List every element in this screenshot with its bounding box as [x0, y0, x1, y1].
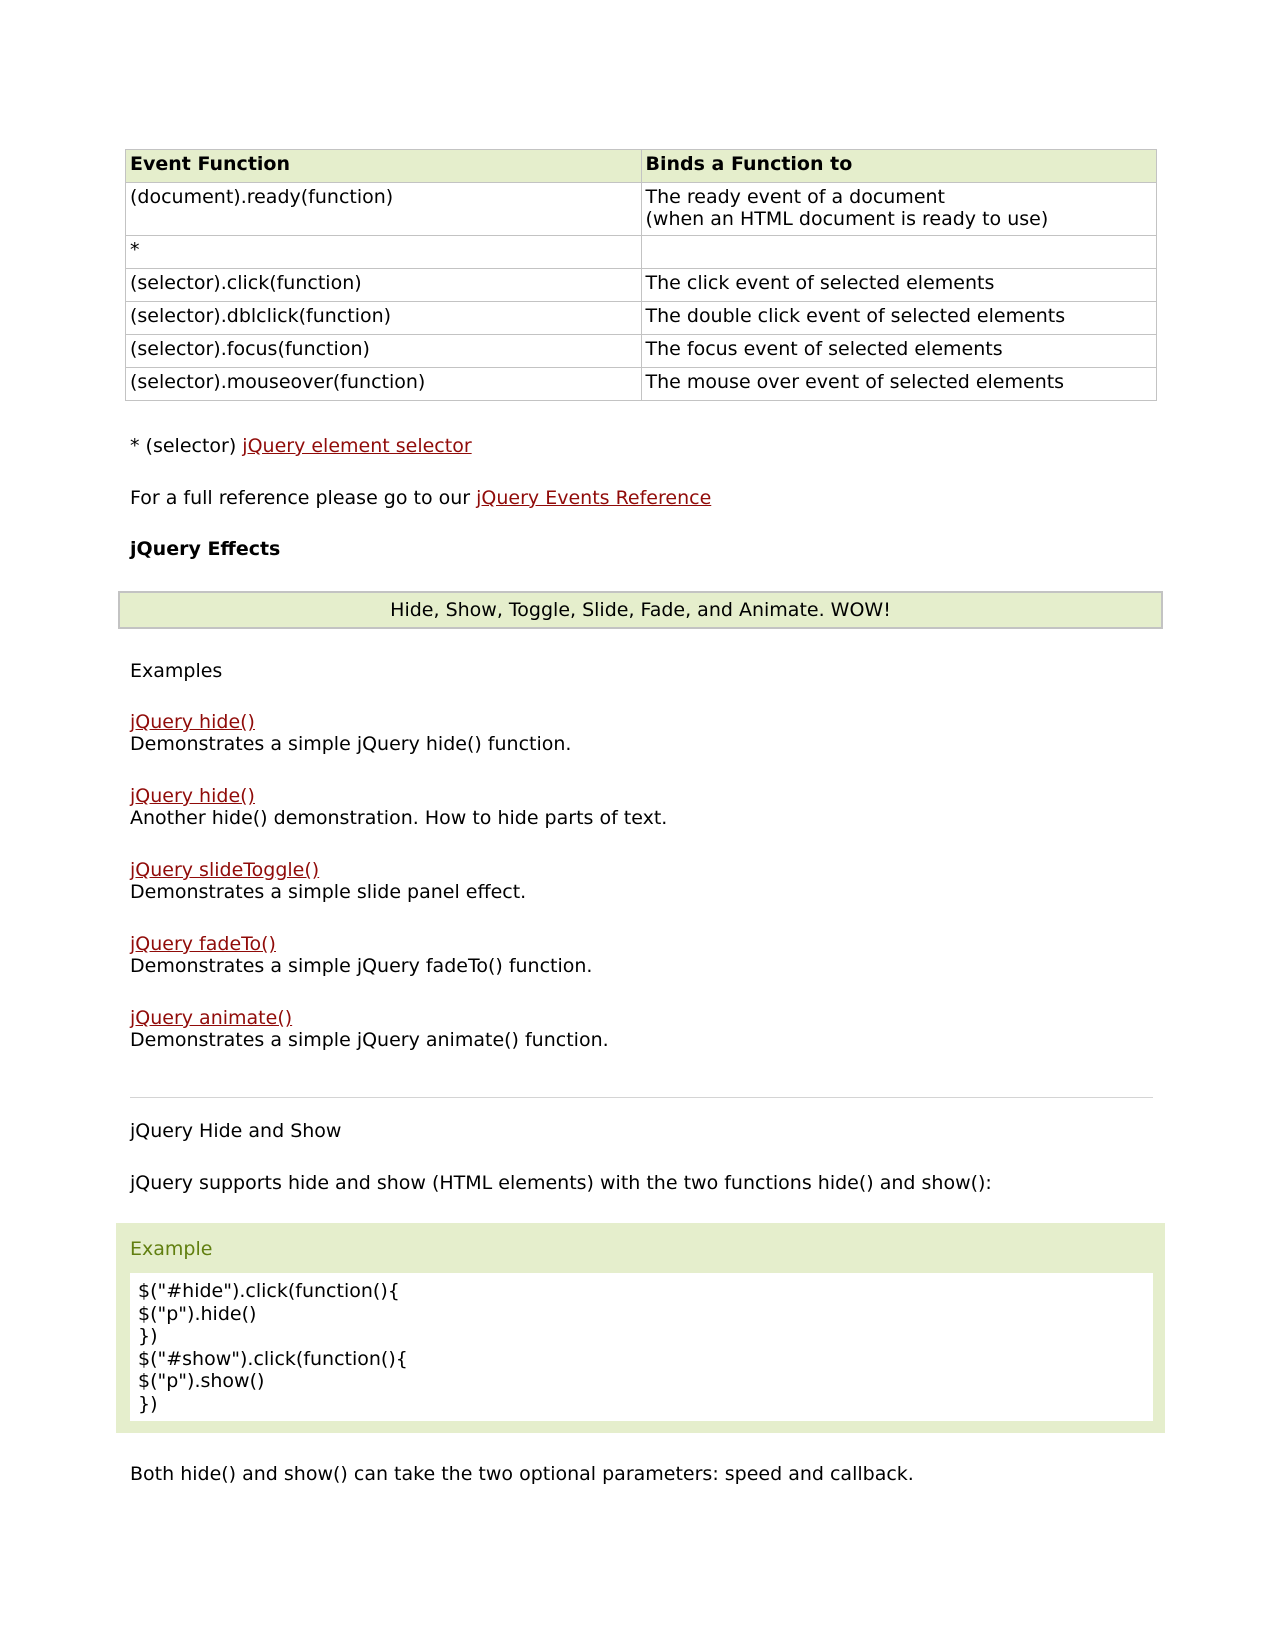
selector-note	[130, 434, 472, 458]
table-row	[126, 269, 1157, 302]
section-divider	[130, 1097, 1153, 1098]
list-item	[130, 933, 592, 977]
code-box	[130, 1273, 1153, 1421]
example-title: Example	[130, 1238, 213, 1260]
example-link-fadeto[interactable]: jQuery fadeTo()	[130, 933, 276, 955]
list-item	[130, 859, 526, 903]
binds-to-cell	[641, 236, 1157, 269]
example-code-block	[116, 1223, 1165, 1433]
table-row	[126, 368, 1157, 401]
binds-to-cell: The click event of selected elements	[641, 269, 1157, 302]
binds-to-cell: The mouse over event of selected elements	[641, 368, 1157, 401]
code-line: $("p").hide()	[138, 1302, 257, 1325]
list-item	[130, 1007, 609, 1051]
jquery-element-selector-link[interactable]: jQuery element selector	[242, 435, 472, 457]
example-link-hide[interactable]: jQuery hide()	[130, 711, 255, 733]
example-description: Demonstrates a simple jQuery hide() function.	[130, 733, 572, 755]
example-link-hide-2[interactable]: jQuery hide()	[130, 785, 255, 807]
binds-to-line: (when an HTML document is ready to use)	[645, 208, 1049, 230]
code-line: $("p").show()	[138, 1370, 265, 1392]
code-line: })	[138, 1392, 158, 1415]
example-link-animate[interactable]: jQuery animate()	[130, 1007, 293, 1029]
column-header-event-function: Event Function	[126, 150, 642, 183]
hide-show-heading: jQuery Hide and Show	[130, 1120, 342, 1142]
code-line: $("#show").click(function(){	[138, 1347, 408, 1370]
event-function-cell: *	[126, 236, 642, 269]
reference-note-text: For a full reference please go to our	[130, 487, 477, 509]
table-row	[126, 183, 1157, 236]
code-line: $("#hide").click(function(){	[138, 1280, 400, 1302]
hide-show-intro: jQuery supports hide and show (HTML elements) with the two functions hide() and show():	[130, 1172, 992, 1194]
list-item	[130, 785, 667, 829]
example-link-slidetoggle[interactable]: jQuery slideToggle()	[130, 859, 320, 881]
event-function-cell: (selector).click(function)	[126, 269, 642, 302]
selector-note-text: * (selector)	[130, 435, 243, 457]
column-header-binds-to: Binds a Function to	[641, 150, 1157, 183]
table-row	[126, 302, 1157, 335]
table-header-row	[126, 150, 1157, 183]
event-functions-table	[125, 149, 1157, 401]
jquery-events-reference-link[interactable]: jQuery Events Reference	[476, 487, 712, 509]
binds-to-line: The ready event of a document	[645, 186, 946, 208]
binds-to-cell: The focus event of selected elements	[641, 335, 1157, 368]
closing-text: Both hide() and show() can take the two optional parameters: speed and callback.	[130, 1463, 914, 1485]
binds-to-cell: The double click event of selected elements	[641, 302, 1157, 335]
list-item	[130, 711, 571, 755]
code-line: })	[138, 1325, 158, 1347]
event-function-cell: (selector).mouseover(function)	[126, 368, 642, 401]
event-function-cell: (selector).focus(function)	[126, 335, 642, 368]
event-function-cell: (document).ready(function)	[126, 183, 642, 236]
examples-heading: Examples	[130, 660, 223, 682]
effects-banner: Hide, Show, Toggle, Slide, Fade, and Animate. WOW!	[118, 591, 1163, 629]
binds-to-cell	[641, 183, 1157, 236]
example-description: Demonstrates a simple slide panel effect.	[130, 881, 527, 903]
table-row	[126, 236, 1157, 269]
reference-note	[130, 486, 711, 510]
event-function-cell: (selector).dblclick(function)	[126, 302, 642, 335]
effects-heading: jQuery Effects	[130, 538, 281, 560]
table-row	[126, 335, 1157, 368]
example-description: Demonstrates a simple jQuery animate() function.	[130, 1029, 609, 1051]
example-description: Demonstrates a simple jQuery fadeTo() function.	[130, 955, 593, 977]
example-description: Another hide() demonstration. How to hide parts of text.	[130, 807, 668, 829]
